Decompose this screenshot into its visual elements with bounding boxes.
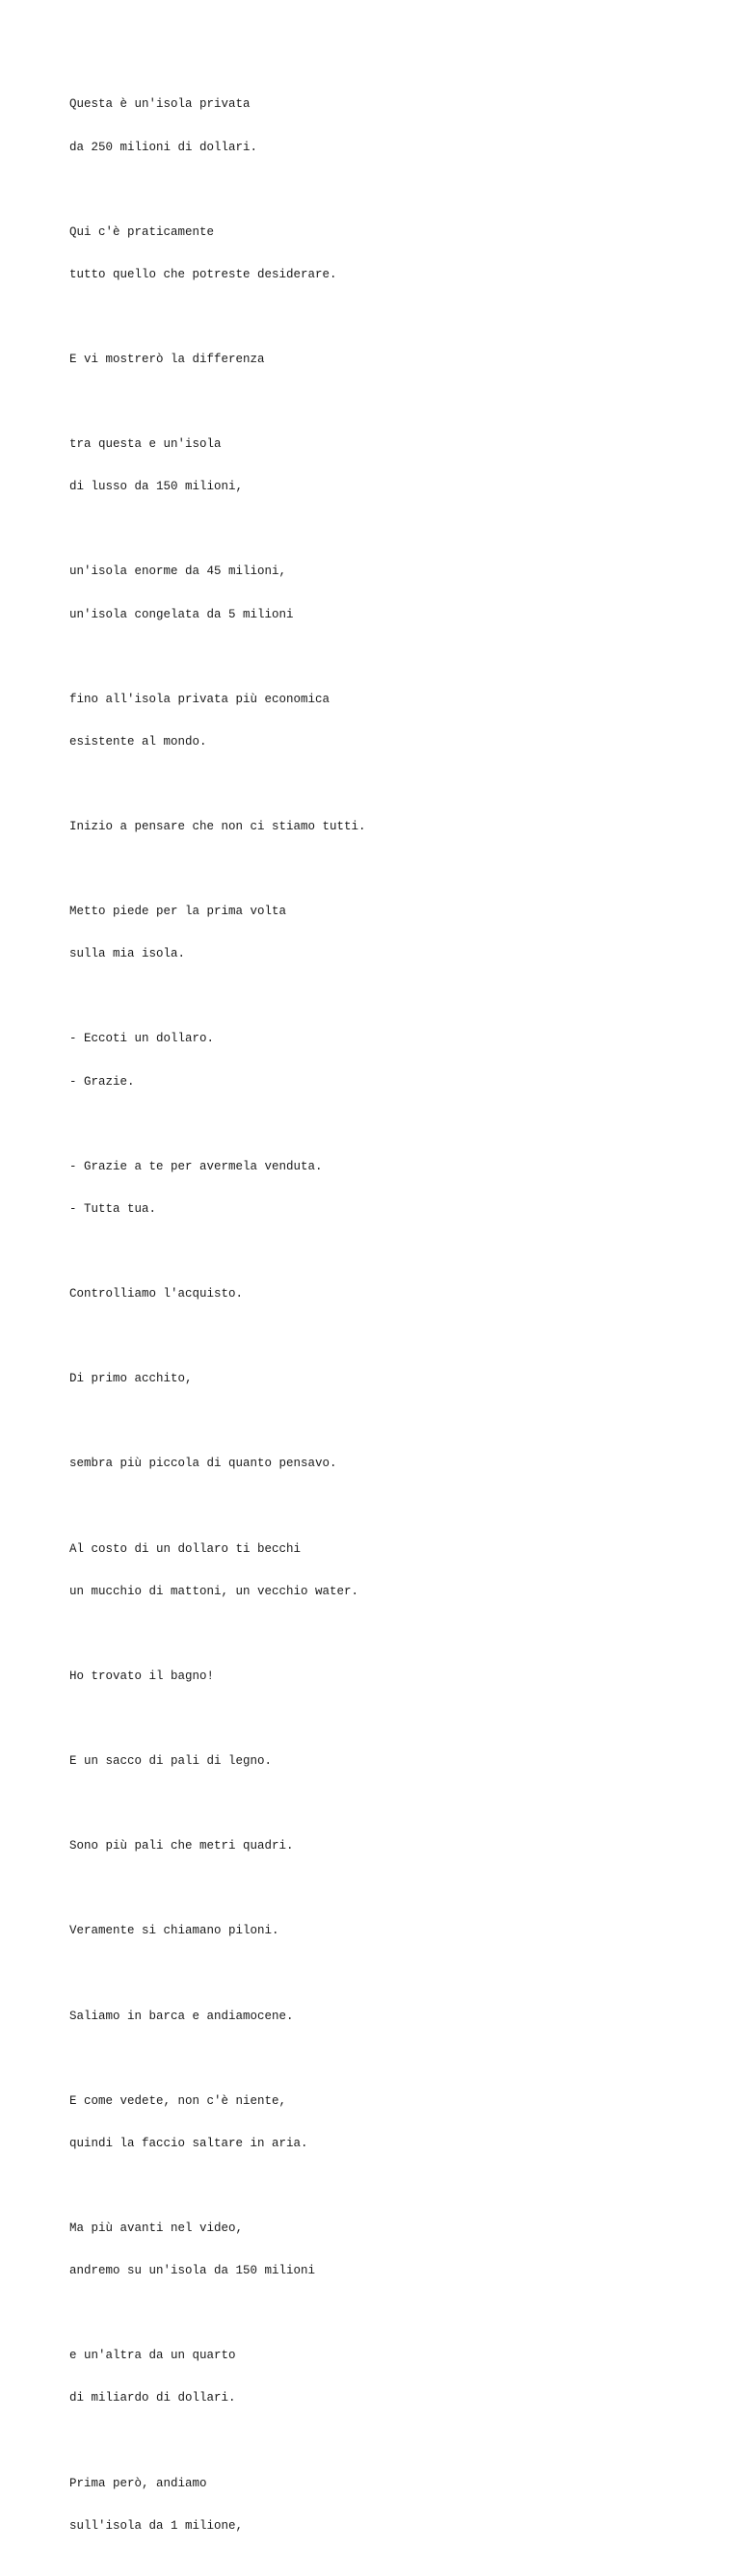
paragraph-9 bbox=[69, 1004, 686, 1117]
paragraph-18 bbox=[69, 1896, 686, 1967]
paragraph-3 bbox=[69, 325, 686, 396]
text-line: Saliamo in barca e andiamocene. bbox=[69, 2009, 294, 2023]
text-line: un mucchio di mattoni, un vecchio water. bbox=[69, 1584, 359, 1598]
paragraph-22 bbox=[69, 2321, 686, 2434]
document-page bbox=[69, 69, 686, 2576]
paragraph-7 bbox=[69, 792, 686, 863]
text-line: un'isola congelata da 5 milioni bbox=[69, 607, 294, 621]
text-line: Inizio a pensare che non ci stiamo tutti. bbox=[69, 820, 366, 833]
text-line: - Grazie a te per avermela venduta. bbox=[69, 1159, 323, 1173]
paragraph-19 bbox=[69, 1981, 686, 2052]
text-line: Ma più avanti nel video, bbox=[69, 2221, 244, 2236]
paragraph-20 bbox=[69, 2065, 686, 2179]
text-line: fino all'isola privata più economica bbox=[69, 692, 330, 706]
text-line: E vi mostrerò la differenza bbox=[69, 352, 265, 366]
text-line: - Tutta tua. bbox=[69, 1201, 157, 1216]
text-line: quindi la faccio saltare in aria. bbox=[69, 2136, 308, 2150]
text-line: Questa è un'isola privata bbox=[69, 97, 251, 112]
text-line: Qui c'è praticamente bbox=[69, 224, 215, 239]
paragraph-2 bbox=[69, 197, 686, 310]
text-line: - Eccoti un dollaro. bbox=[69, 1032, 215, 1046]
paragraph-14 bbox=[69, 1513, 686, 1627]
text-line: E un sacco di pali di legno. bbox=[69, 1754, 273, 1769]
text-line: andremo su un'isola da 150 milioni bbox=[69, 2264, 316, 2278]
text-line: esistente al mondo. bbox=[69, 734, 207, 749]
paragraph-4 bbox=[69, 409, 686, 523]
text-line: Veramente si chiamano piloni. bbox=[69, 1924, 279, 1938]
text-line: sulla mia isola. bbox=[69, 947, 186, 961]
paragraph-17 bbox=[69, 1811, 686, 1882]
text-line: Controlliamo l'acquisto. bbox=[69, 1287, 244, 1301]
text-line: un'isola enorme da 45 milioni, bbox=[69, 565, 287, 579]
text-line: di lusso da 150 milioni, bbox=[69, 480, 244, 494]
text-line: Prima però, andiamo bbox=[69, 2476, 207, 2490]
text-line: Al costo di un dollaro ti becchi bbox=[69, 1541, 302, 1556]
paragraph-21 bbox=[69, 2194, 686, 2307]
paragraph-15 bbox=[69, 1641, 686, 1712]
text-line: - Grazie. bbox=[69, 1074, 135, 1089]
paragraph-12 bbox=[69, 1344, 686, 1415]
paragraph-10 bbox=[69, 1131, 686, 1245]
paragraph-5 bbox=[69, 537, 686, 650]
paragraph-8 bbox=[69, 877, 686, 990]
text-line: Sono più pali che metri quadri. bbox=[69, 1839, 294, 1853]
paragraph-6 bbox=[69, 664, 686, 777]
text-line: E come vedete, non c'è niente, bbox=[69, 2093, 287, 2108]
text-line: tutto quello che potreste desiderare. bbox=[69, 267, 337, 281]
paragraph-23 bbox=[69, 2448, 686, 2562]
text-line: sull'isola da 1 milione, bbox=[69, 2518, 244, 2533]
paragraph-1 bbox=[69, 69, 686, 183]
text-line: tra questa e un'isola bbox=[69, 437, 222, 452]
paragraph-11 bbox=[69, 1259, 686, 1330]
text-line: Metto piede per la prima volta bbox=[69, 905, 287, 919]
text-line: sembra più piccola di quanto pensavo. bbox=[69, 1457, 337, 1471]
paragraph-13 bbox=[69, 1429, 686, 1500]
text-line: e un'altra da un quarto bbox=[69, 2349, 236, 2363]
text-line: Ho trovato il bagno! bbox=[69, 1669, 215, 1683]
text-line: di miliardo di dollari. bbox=[69, 2391, 236, 2405]
paragraph-16 bbox=[69, 1726, 686, 1798]
text-line: Di primo acchito, bbox=[69, 1372, 193, 1386]
text-line: da 250 milioni di dollari. bbox=[69, 140, 258, 154]
